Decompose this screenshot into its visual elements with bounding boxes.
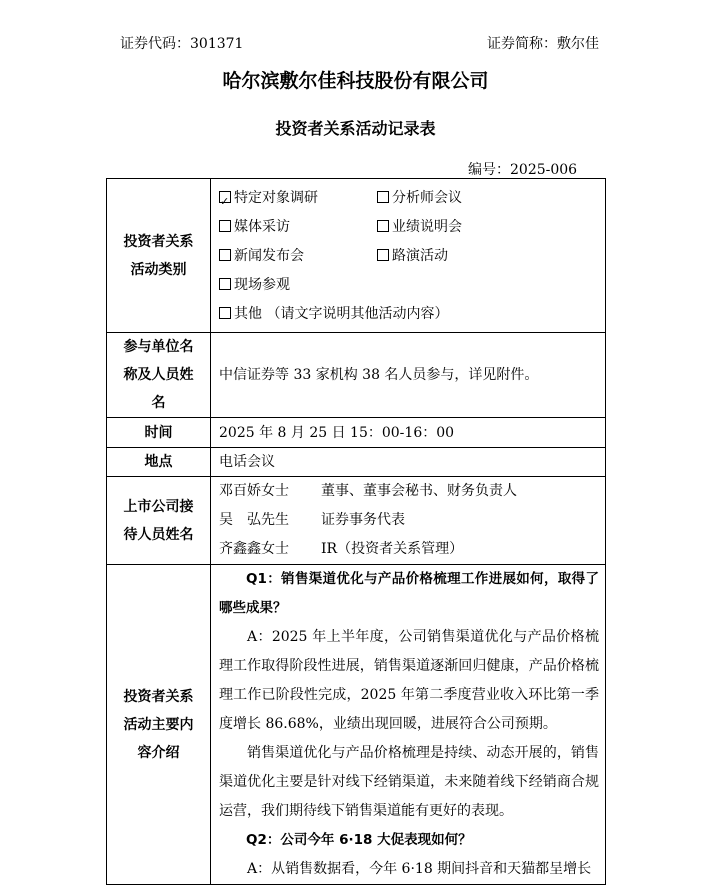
checkbox-icon — [219, 278, 231, 290]
checked-box-icon — [219, 191, 231, 203]
option-specific-research: ✓特定对象调研 — [219, 184, 377, 212]
time-row — [107, 418, 606, 448]
option-other: 其他 （请文字说明其他活动内容） — [219, 300, 448, 328]
activity-type-options — [211, 179, 606, 333]
question-2: Q2：公司今年 6·18 大促表现如何？ — [246, 832, 472, 848]
location-row — [107, 448, 606, 477]
content-body — [211, 565, 606, 885]
option-press-conference: 新闻发布会 — [219, 242, 377, 270]
activity-type-row — [107, 179, 606, 333]
question-1: Q1：销售渠道优化与产品价格梳理工作进展如何，取得了哪些成果？ — [219, 571, 599, 616]
checkbox-icon — [219, 220, 231, 232]
answer-1: A：2025 年上半年度，公司销售渠道优化与产品价格梳理工作取得阶段性进展，销售渠道逐渐回归健康，产品价格梳理工作已阶段性完成，2025 年第二季度营业收入环比第一季度增长 86.68%，业绩出现回暖，进展符合公司预期。 — [219, 629, 599, 732]
staff-entry: 邓百娇女士 董事、董事会秘书、财务负责人 — [219, 483, 517, 499]
time-label: 时间 — [107, 418, 211, 448]
checkbox-icon — [377, 249, 389, 261]
document-title: 投资者关系活动记录表 — [275, 119, 436, 138]
checkbox-icon — [377, 220, 389, 232]
reception-row — [107, 477, 606, 565]
reception-staff — [211, 477, 606, 565]
answer-2: A：从销售数据看，今年 6·18 期间抖音和天猫都呈增长 — [247, 861, 592, 877]
option-media-interview: 媒体采访 — [219, 213, 377, 241]
activity-type-label: 投资者关系活动类别 — [107, 179, 211, 333]
content-label: 投资者关系活动主要内容介绍 — [107, 565, 211, 885]
serial-number: 编号：2025-006 — [468, 162, 578, 178]
company-name: 哈尔滨敷尔佳科技股份有限公司 — [222, 70, 489, 92]
location-label: 地点 — [107, 448, 211, 477]
participants-row — [107, 333, 606, 418]
time-value: 2025 年 8 月 25 日 15：00-16：00 — [211, 418, 606, 448]
reception-label: 上市公司接待人员姓名 — [107, 477, 211, 565]
stock-name: 证券简称：敷尔佳 — [487, 36, 599, 52]
participants-value: 中信证券等 33 家机构 38 名人员参与，详见附件。 — [211, 333, 606, 418]
answer-1-continued: 销售渠道优化与产品价格梳理是持续、动态开展的，销售渠道优化主要是针对线下经销渠道，未来随着线下经销商合规运营，我们期待线下销售渠道能有更好的表现。 — [219, 745, 599, 819]
content-row — [107, 565, 606, 885]
checkbox-icon — [219, 249, 231, 261]
staff-entry: 齐鑫鑫女士 IR（投资者关系管理） — [219, 541, 464, 557]
participants-label: 参与单位名称及人员姓名 — [107, 333, 211, 418]
location-value: 电话会议 — [211, 448, 606, 477]
option-analyst-meeting: 分析师会议 — [377, 184, 557, 212]
checkbox-icon — [377, 191, 389, 203]
checkbox-icon — [219, 307, 231, 319]
staff-entry: 吴 弘先生 证券事务代表 — [219, 512, 405, 528]
stock-code: 证券代码：301371 — [120, 36, 244, 52]
option-site-visit: 现场参观 — [219, 271, 290, 299]
option-earnings-briefing: 业绩说明会 — [377, 213, 557, 241]
option-roadshow: 路演活动 — [377, 242, 557, 270]
record-table — [106, 178, 606, 885]
